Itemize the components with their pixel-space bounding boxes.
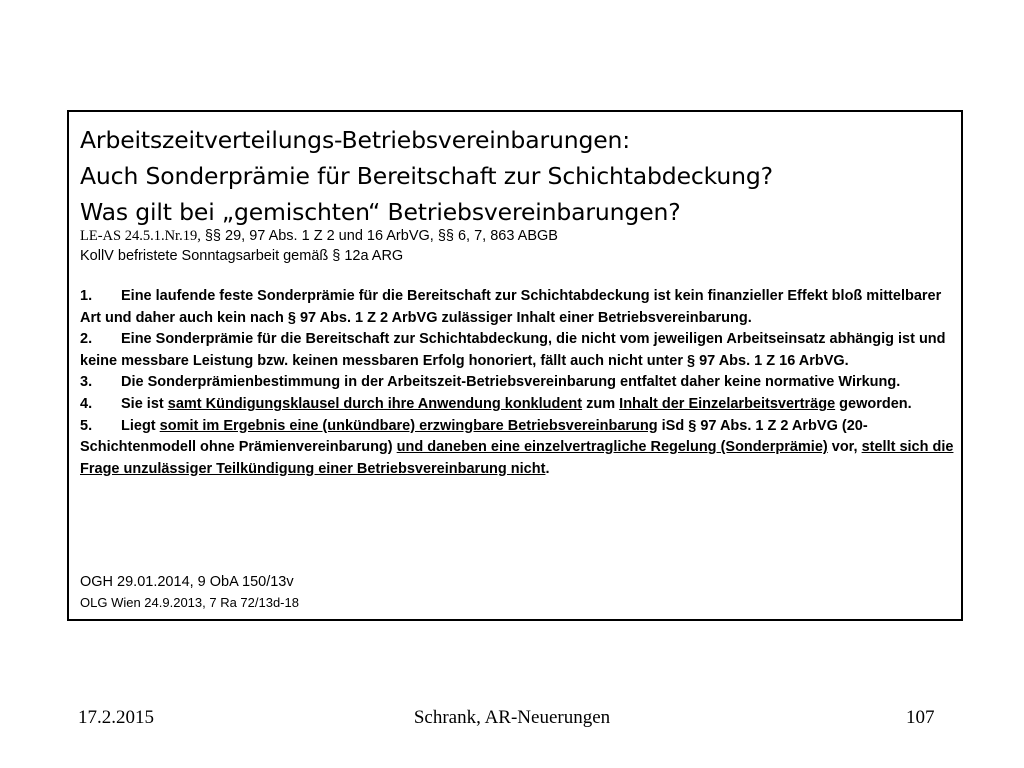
holding-text-underlined: und daneben eine einzelvertragliche Regelung (Sonderprämie) <box>396 439 828 456</box>
kollv-reference: KollV befristete Sonntagsarbeit gemäß § 12a ARG <box>80 248 404 264</box>
legal-reference <box>80 226 960 246</box>
holding-text-underlined: Inhalt der Einzelarbeitsverträge <box>619 395 836 412</box>
holding-text: Sie ist <box>121 395 168 412</box>
footer-author: Schrank, AR-Neuerungen <box>413 707 611 728</box>
holding-text: zum <box>582 395 620 412</box>
reference-paragraphs: §§ 29, 97 Abs. 1 Z 2 und 16 ArbVG, §§ 6, 7, 863 ABGB <box>200 228 558 244</box>
footer-date: 17.2.2015 <box>78 707 154 728</box>
holding-number: 4. <box>80 395 93 412</box>
holding-text: geworden. <box>835 395 912 412</box>
holding-number: 2. <box>80 331 93 348</box>
title-line-3: Was gilt bei „gemischten“ Betriebsvereinbarungen? <box>80 198 681 226</box>
holding-number: 5. <box>80 417 93 434</box>
holding-text: vor, <box>827 439 862 456</box>
holding-text-underlined: stellt sich die Frage unzulässiger Teilkündigung einer Betriebsvereinbarung nicht <box>80 439 954 477</box>
holding-2 <box>80 329 960 372</box>
holding-3 <box>80 372 960 394</box>
holding-text: Eine Sonderprämie für die Bereitschaft zur Schichtabdeckung, die nicht vom jeweiligen Arbeitseinsatz abhängig ist und keine messbare Leistung bzw. keinen messbaren Erfolg honoriert, fällt auch nicht unter § 97 Abs. 1 Z 16 ArbVG. <box>80 331 946 369</box>
holding-1 <box>80 286 960 329</box>
footer-page-number: 107 <box>906 707 935 728</box>
holding-4 <box>80 394 960 416</box>
holding-text-underlined: samt Kündigungsklausel durch ihre Anwendung konkludent <box>167 395 583 412</box>
holdings-list <box>80 286 960 480</box>
title-line-2: Auch Sonderprämie für Bereitschaft zur Schichtabdeckung? <box>80 162 773 190</box>
court-citation: OGH 29.01.2014, 9 ObA 150/13v <box>80 574 294 590</box>
holding-text: iSd § 97 Abs. 1 Z 2 ArbVG (20-Schichtenmodell ohne Prämienvereinbarung) <box>80 417 868 456</box>
holding-text: . <box>545 460 550 477</box>
holding-number: 3. <box>80 374 93 391</box>
lower-court-citation: OLG Wien 24.9.2013, 7 Ra 72/13d-18 <box>80 595 299 610</box>
title-line-1: Arbeitszeitverteilungs-Betriebsvereinbarungen: <box>80 126 631 154</box>
reference-source: LE-AS 24.5.1.Nr.19, <box>80 228 201 244</box>
holding-text: Eine laufende feste Sonderprämie für die Bereitschaft zur Schichtabdeckung ist kein finanzieller Effekt bloß mittelbarer Art und daher auch kein nach § 97 Abs. 1 Z 2 ArbVG zulässiger Inhalt einer Betriebsvereinbarung. <box>80 288 942 326</box>
holding-text-underlined: somit im Ergebnis eine (unkündbare) erzwingbare Betriebsvereinbarung <box>159 417 658 434</box>
holding-text: Liegt <box>121 417 160 434</box>
holding-5 <box>80 416 960 481</box>
holding-number: 1. <box>80 288 93 304</box>
slide-title <box>80 122 960 230</box>
holding-text: Die Sonderprämienbestimmung in der Arbeitszeit-Betriebsvereinbarung entfaltet daher keine normative Wirkung. <box>121 374 901 391</box>
